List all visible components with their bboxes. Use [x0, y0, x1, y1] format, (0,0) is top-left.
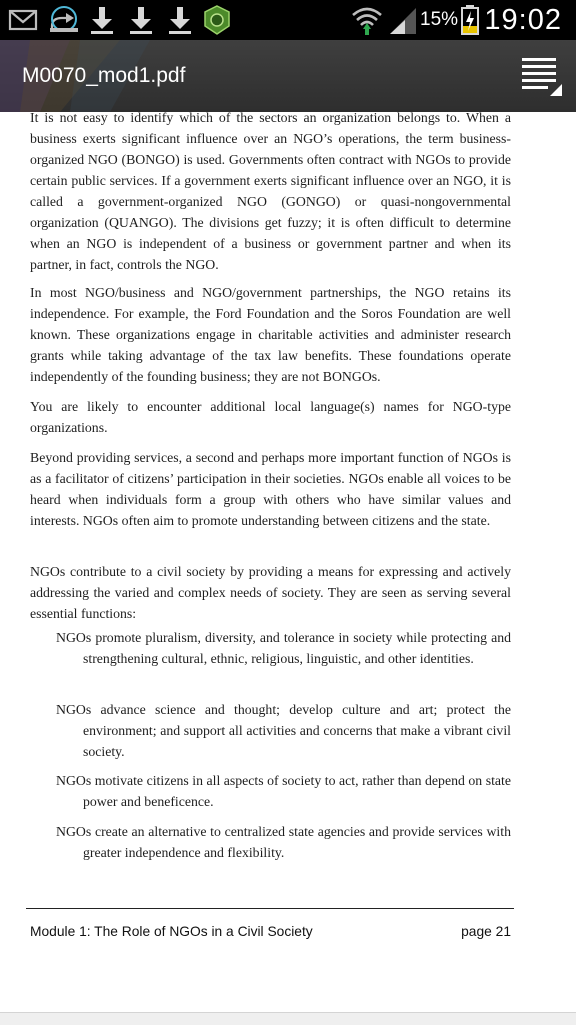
paragraph: In most NGO/business and NGO/government partnerships, the NGO retains its independence. For example, the Ford Foundation and the Soros Foundation are well known. These organizations engage in charitable activities and administer research grants while taking advantage of the tax law benefits. These foundations operate independently of the founding business; they are not BONGOs.: [30, 285, 511, 384]
page-separator: [0, 1012, 576, 1025]
paragraph: NGOs contribute to a civil society by providing a means for expressing and actively addressing the varied and complex needs of society. They are seen as serving several essential functions:: [30, 564, 511, 621]
clock: 19:02: [484, 4, 562, 36]
document-title: M0070_mod1.pdf: [22, 64, 186, 87]
pdf-page-view[interactable]: [0, 112, 576, 1012]
footer-divider: [26, 908, 514, 909]
signal-icon: [388, 4, 418, 36]
function-list-item: NGOs motivate citizens in all aspects of society to act, rather than depend on state power and beneficence.: [56, 773, 511, 809]
paragraph: It is not easy to identify which of the sectors an organization belongs to. When a business exerts significant influence over an NGO’s operations, the term business-organized NGO (BONGO) is used. Governments often contract with NGOs to provide certain public services. If a government exerts significant influence over an NGO, it is called a government-organized NGO (GONGO) or quasi-nongovernmental organization (QUANGO). The divisions get fuzzy; it is often difficult to determine when an NGO is independent of a business or government partner and when its partner, in fact, controls the NGO.: [30, 112, 511, 272]
wifi-icon: [350, 4, 384, 36]
battery-percent: 15%: [420, 9, 459, 30]
paragraph: Beyond providing services, a second and perhaps more important function of NGOs is as a facilitator of citizens’ participation in their societies. NGOs enable all voices to be heard when individuals form a group with others who have similar values and interests. NGOs often aim to promote understanding between citizens and the state.: [30, 450, 511, 528]
download-icon: [166, 4, 194, 36]
download-icon: [88, 4, 116, 36]
battery-charging-icon: [459, 4, 481, 36]
download-icon: [127, 4, 155, 36]
page-number: page 21: [461, 924, 511, 939]
function-list-item: NGOs create an alternative to centralized state agencies and provide services with greater independence and flexibility.: [56, 824, 511, 860]
function-list-item: NGOs promote pluralism, diversity, and tolerance in society while protecting and strengthening cultural, ethnic, religious, linguistic, and other identities.: [56, 630, 511, 666]
footer-title: Module 1: The Role of NGOs in a Civil Society: [30, 924, 313, 939]
app-bar: [0, 40, 576, 112]
mail-icon: [8, 4, 38, 36]
sync-icon: [46, 4, 82, 36]
paragraph: You are likely to encounter additional local language(s) names for NGO-type organizations.: [30, 399, 511, 435]
app-icon: [202, 4, 232, 36]
menu-icon[interactable]: [518, 52, 564, 100]
status-bar: [0, 0, 576, 40]
function-list-item: NGOs advance science and thought; develop culture and art; protect the environment; and support all activities and concerns that make a vibrant civil society.: [56, 702, 511, 759]
